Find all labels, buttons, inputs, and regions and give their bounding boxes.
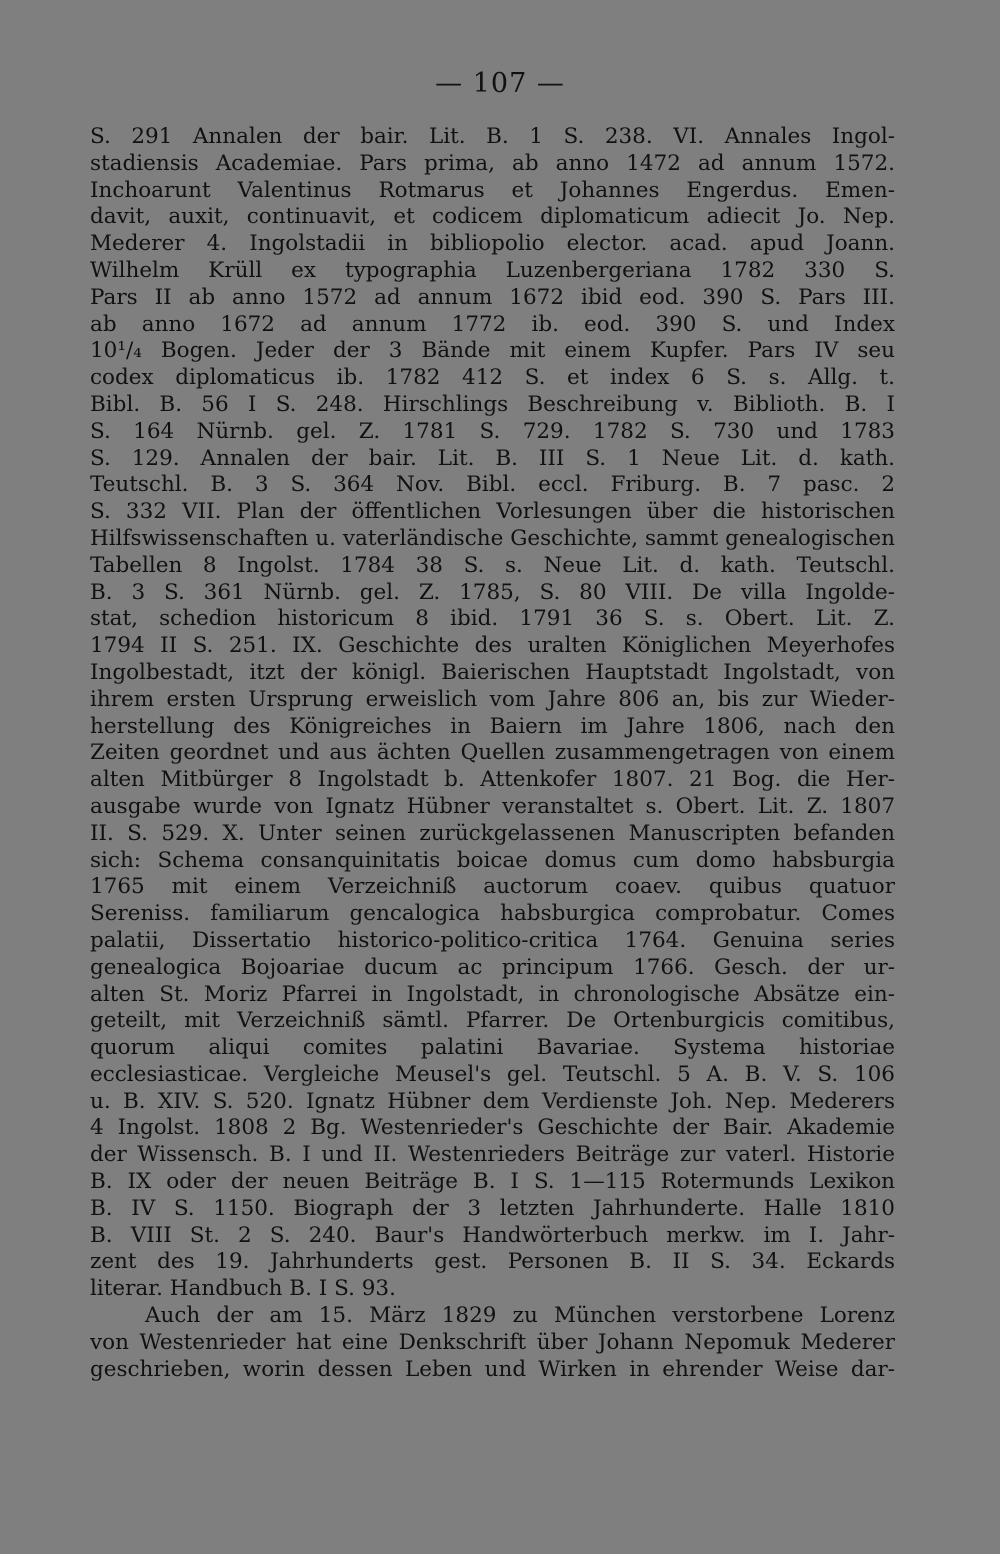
text-line: S. 129. Annalen der bair. Lit. B. III S. 1 Neue Lit. d. kath. <box>90 445 895 471</box>
text-line: Wilhelm Krüll ex typographia Luzenbergeriana 1782 330 S. <box>90 257 895 283</box>
text-line: der Wissensch. B. I und II. Westenrieders Beiträge zur vaterl. Historie <box>90 1142 895 1168</box>
text-line: Bibl. B. 56 I S. 248. Hirschlings Beschreibung v. Biblioth. B. I <box>90 391 895 417</box>
text-line: ihrem ersten Ursprung erweislich vom Jahre 806 an, bis zur Wieder- <box>90 686 895 712</box>
text-line: u. B. XIV. S. 520. Ignatz Hübner dem Verdienste Joh. Nep. Mederers <box>90 1088 895 1114</box>
text-line: Auch der am 15. März 1829 zu München verstorbene Lorenz <box>145 1303 895 1329</box>
text-line: 1765 mit einem Verzeichniß auctorum coaev. quibus quatuor <box>90 874 895 900</box>
text-line: II. S. 529. X. Unter seinen zurückgelassenen Manuscripten befanden <box>90 820 895 846</box>
text-line: Zeiten geordnet und aus ächten Quellen zusammengetragen von einem <box>90 740 895 766</box>
text-line: B. 3 S. 361 Nürnb. gel. Z. 1785, S. 80 VIII. De villa Ingolde- <box>90 579 895 605</box>
text-line: S. 332 VII. Plan der öffentlichen Vorlesungen über die historischen <box>90 499 895 525</box>
text-line: 1794 II S. 251. IX. Geschichte des uralten Königlichen Meyerhofes <box>90 633 895 659</box>
text-line: genealogica Bojoariae ducum ac principum 1766. Gesch. der ur- <box>90 954 895 980</box>
text-line: Pars II ab anno 1572 ad annum 1672 ibid eod. 390 S. Pars III. <box>90 284 895 310</box>
text-line: S. 164 Nürnb. gel. Z. 1781 S. 729. 1782 S. 730 und 1783 <box>90 418 895 444</box>
text-line: zent des 19. Jahrhunderts gest. Personen B. II S. 34. Eckards <box>90 1249 895 1275</box>
text-line: B. VIII St. 2 S. 240. Baur's Handwörterbuch merkw. im I. Jahr- <box>90 1222 895 1248</box>
text-line: codex diplomaticus ib. 1782 412 S. et index 6 S. s. Allg. t. <box>90 365 895 391</box>
text-line: alten Mitbürger 8 Ingolstadt b. Attenkofer 1807. 21 Bog. die Her- <box>90 767 895 793</box>
body-text <box>90 124 895 1383</box>
text-line: Sereniss. familiarum gencalogica habsburgica comprobatur. Comes <box>90 901 895 927</box>
text-line: 10¹/₄ Bogen. Jeder der 3 Bände mit einem Kupfer. Pars IV seu <box>90 338 895 364</box>
text-line: Hilfswissenschaften u. vaterländische Geschichte, sammt genealogischen <box>90 525 895 551</box>
text-line: quorum aliqui comites palatini Bavariae. Systema historiae <box>90 1035 895 1061</box>
text-line: geteilt, mit Verzeichniß sämtl. Pfarrer. De Ortenburgicis comitibus, <box>90 1008 895 1034</box>
text-line: Inchoarunt Valentinus Rotmarus et Johannes Engerdus. Emen- <box>90 177 895 203</box>
text-line: S. 291 Annalen der bair. Lit. B. 1 S. 238. VI. Annales Ingol- <box>90 124 895 149</box>
text-line: von Westenrieder hat eine Denkschrift über Johann Nepomuk Mederer <box>90 1329 895 1355</box>
text-line: stadiensis Academiae. Pars prima, ab anno 1472 ad annum 1572. <box>90 150 895 176</box>
text-line: literar. Handbuch B. I S. 93. <box>90 1276 396 1302</box>
text-line: davit, auxit, continuavit, et codicem diplomaticum adiecit Jo. Nep. <box>90 204 895 230</box>
paragraph <box>90 1303 895 1383</box>
text-line: sich: Schema consanquinitatis boicae domus cum domo habsburgia <box>90 847 895 873</box>
page-number: — 107 — <box>435 68 565 99</box>
text-line: ab anno 1672 ad annum 1772 ib. eod. 390 S. und Index <box>90 311 895 337</box>
text-line: herstellung des Königreiches in Baiern im Jahre 1806, nach den <box>90 713 895 739</box>
paragraph <box>90 124 895 1303</box>
text-line: 4 Ingolst. 1808 2 Bg. Westenrieder's Geschichte der Bair. Akademie <box>90 1115 895 1141</box>
text-line: Teutschl. B. 3 S. 364 Nov. Bibl. eccl. Friburg. B. 7 pasc. 2 <box>90 472 895 498</box>
text-line: Mederer 4. Ingolstadii in bibliopolio elector. acad. apud Joann. <box>90 231 895 257</box>
text-line: ecclesiasticae. Vergleiche Meusel's gel. Teutschl. 5 A. B. V. S. 106 <box>90 1061 895 1087</box>
text-line: stat, schedion historicum 8 ibid. 1791 36 S. s. Obert. Lit. Z. <box>90 606 895 632</box>
text-line: Tabellen 8 Ingolst. 1784 38 S. s. Neue Lit. d. kath. Teutschl. <box>90 552 895 578</box>
text-line: ausgabe wurde von Ignatz Hübner veranstaltet s. Obert. Lit. Z. 1807 <box>90 793 895 819</box>
text-line: B. IV S. 1150. Biograph der 3 letzten Jahrhunderte. Halle 1810 <box>90 1195 895 1221</box>
text-line: alten St. Moriz Pfarrei in Ingolstadt, in chronologische Absätze ein- <box>90 981 895 1007</box>
text-line: palatii, Dissertatio historico-politico-critica 1764. Genuina series <box>90 927 895 953</box>
text-line: Ingolbestadt, itzt der königl. Baierischen Hauptstadt Ingolstadt, von <box>90 659 895 685</box>
text-line: geschrieben, worin dessen Leben und Wirken in ehrender Weise dar- <box>90 1356 895 1382</box>
text-line: B. IX oder der neuen Beiträge B. I S. 1—115 Rotermunds Lexikon <box>90 1169 895 1195</box>
